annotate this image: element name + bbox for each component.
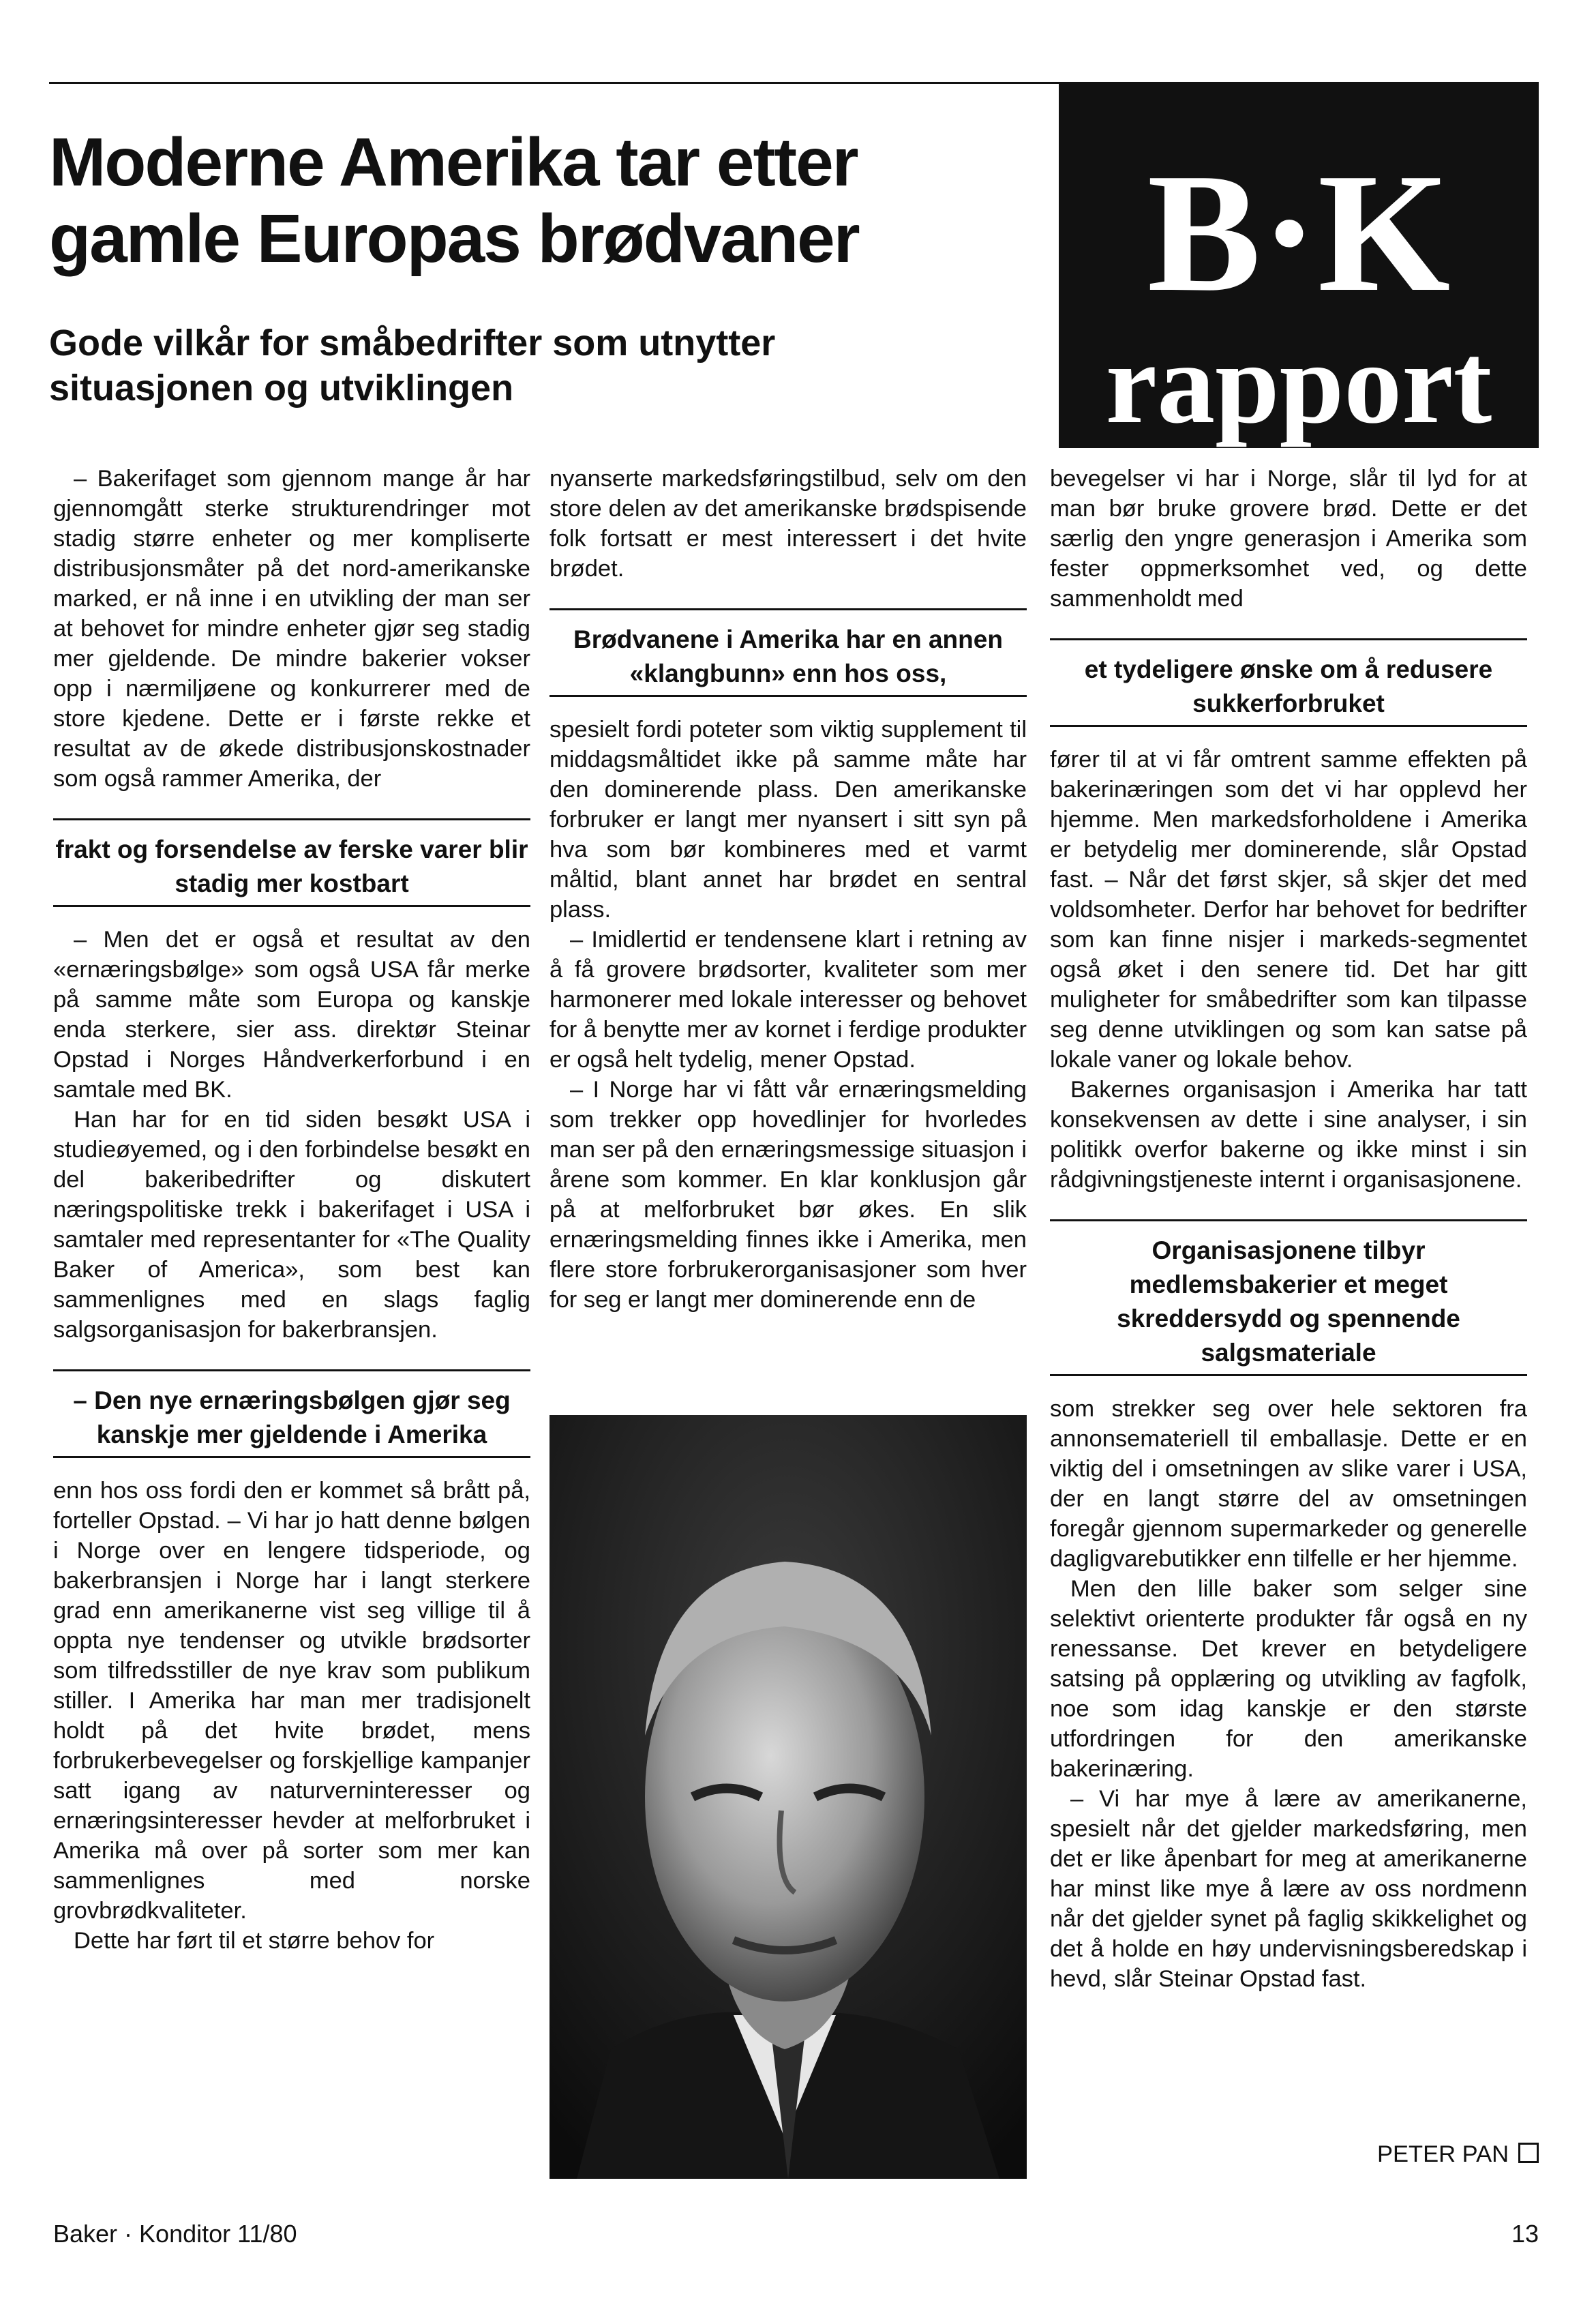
heading-text: – Den nye ernæringsbølgen gjør seg kanskje mer gjeldende i Amerika: [73, 1386, 511, 1448]
paragraph: – I Norge har vi fått vår ernæringsmelding som trekker opp hovedlinjer for hvorledes man ser på den ernæringsmessige situasjon i årene som kommer. En klar konklusjon går på at melforbruket bør økes. En slik ernæringsmelding finnes ikke i Amerika, men flere store forbrukerorganisasjoner som hver for seg er langt mer dominerende enn de: [549, 1077, 1027, 1313]
end-mark-icon: [1518, 2143, 1539, 2163]
heading-rule: [1050, 725, 1527, 727]
footer-publication: Baker · Konditor 11/80: [53, 2220, 297, 2248]
portrait-photo: [549, 1415, 1027, 2179]
section-heading: [1050, 638, 1527, 727]
heading-rule: [1050, 1374, 1527, 1376]
heading-rule: [1050, 1219, 1527, 1221]
paragraph: nyanserte markedsføringstilbud, selv om den store delen av det amerikanske brødspisende folk fortsatt er mest interessert i det hvite brødet.: [549, 466, 1027, 582]
logo-bk: B·K: [1147, 138, 1451, 327]
heading-text: frakt og forsendelse av ferske varer blir stadig mer kostbart: [55, 835, 528, 897]
article-column-3: [1050, 464, 1527, 1994]
paragraph: enn hos oss fordi den er kommet så brått på, forteller Opstad. – Vi har jo hatt denne bølgen i Norge over en lengere tidsperiode, og bakerbransjen i Norge har i langt sterkere grad enn amerikanerne vist seg villige til å oppta nye tendenser og utvikle brødsorter som tilfredsstiller de nye krav som publikum stiller. I Amerika har man mer tradisjonelt holdt på det hvite brødet, mens forbrukerbevegelser og forskjellige kampanjer satt igang av naturverninteresser og ernæringsinteresser hevder at melforbruket i Amerika må over på sorter som mer kan sammenlignes med norske grovbrødkvaliteter.: [53, 1478, 530, 1924]
paragraph: som strekker seg over hele sektoren fra annonsemateriell til emballasje. Dette er en viktig del i omsetningen av slike varer i USA, der en langt større del av omsetningen foregår gjennom supermarkeder og generelle dagligvarebutikker enn tilfelle er her hjemme.: [1050, 1396, 1527, 1572]
heading-text: et tydeligere ønske om å redusere sukkerforbruket: [1084, 655, 1493, 717]
heading-rule: [53, 1369, 530, 1371]
paragraph: – Vi har mye å lære av amerikanerne, spesielt når det gjelder markedsføring, men det er like åpenbart for meg at amerikanerne har minst like mye å lære av oss nordmenn når det gjelder synet på faglig skikkelighet og det å holde en høy undervisningsberedskap i hevd, slår Steinar Opstad fast.: [1050, 1786, 1527, 1992]
paragraph: bevegelser vi har i Norge, slår til lyd for at man bør bruke grovere brød. Dette er det særlig den yngre generasjon i Amerika som fester oppmerksomhet ved, og dette sammenholdt med: [1050, 466, 1527, 612]
paragraph: – Men det er også et resultat av den «ernæringsbølge» som også USA får merke på samme måte som Europa og kanskje enda sterkere, sier ass. direktør Steinar Opstad i Norges Håndverkerforbund i en samtale med BK.: [53, 927, 530, 1103]
paragraph: spesielt fordi poteter som viktig supplement til middagsmåltidet ikke på samme måte har den dominerende plass. Den amerikanske forbruker er langt mer nyansert i sitt syn på hva som bør kombineres med et varmt måltid, blant annet har brødet en sentral plass.: [549, 717, 1027, 923]
heading-rule: [549, 695, 1027, 697]
page-number: 13: [1511, 2220, 1539, 2248]
heading-text: Brødvanene i Amerika har en annen «klangbunn» enn hos oss,: [573, 625, 1003, 687]
paragraph: – Imidlertid er tendensene klart i retning av å få grovere brødsorter, kvaliteter som mer harmonerer med lokale interesser og behovet for å benytte mer av kornet i ferdige produkter er også helt tydelig, mener Opstad.: [549, 927, 1027, 1073]
portrait-photo-svg: [549, 1415, 1027, 2179]
title-line-1: Moderne Amerika tar etter: [49, 124, 858, 200]
section-heading: [53, 818, 530, 907]
subtitle-line-1: Gode vilkår for småbedrifter som utnytter: [49, 323, 776, 363]
paragraph: Han har for en tid siden besøkt USA i studieøyemed, og i den forbindelse besøkt en del bakeribedrifter og diskutert næringspolitiske trekk i bakerifaget i USA i samtaler med representanter for «The Quality Baker of America», som best kan sammenlignes med en slags faglig salgsorganisasjon for bakerbransjen.: [53, 1107, 530, 1343]
author-name: PETER PAN: [1377, 2141, 1509, 2167]
heading-text: Organisasjonene tilbyr medlemsbakerier et meget skreddersydd og spennende salgsmateriale: [1117, 1236, 1460, 1367]
logo-rapport: rapport: [1105, 319, 1492, 447]
heading-rule: [53, 1456, 530, 1458]
paragraph: fører til at vi får omtrent samme effekten på bakerinæringen som det vi har opplevd her hjemme. Men markedsforholdene i Amerika er betydelig mer dominerende, slår Opstad fast. – Når det først skjer, så skjer det med voldsomheter. Derfor har behovet for bedrifter som kan finne nisjer i markeds-segmentet også øket i den senere tid. Det har gitt muligheter for småbedrifter som kan tilpasse seg denne utviklingen og som kan satse på lokale vaner og lokale behov.: [1050, 747, 1527, 1073]
section-heading: [53, 1369, 530, 1458]
title-line-2: gamle Europas brødvaner: [49, 200, 859, 277]
paragraph: Dette har ført til et større behov for: [74, 1928, 435, 1954]
section-heading: [549, 608, 1027, 697]
section-heading: [1050, 1219, 1527, 1376]
heading-rule: [53, 818, 530, 820]
subtitle-line-2: situasjonen og utviklingen: [49, 368, 514, 408]
paragraph: Bakernes organisasjon i Amerika har tatt konsekvensen av dette i sine analyser, i sin politikk overfor bakerne og ikke minst i sin rådgivningstjeneste internt i organisasjonene.: [1050, 1077, 1527, 1193]
article-column-2: [549, 464, 1027, 1315]
heading-rule: [53, 905, 530, 907]
heading-rule: [549, 608, 1027, 610]
article-subtitle: [49, 321, 901, 411]
paragraph: – Bakerifaget som gjennom mange år har gjennomgått sterke strukturendringer mot stadig større enheter og mer kompliserte distribusjonsmåter på det nord-amerikanske marked, er nå inne i en utvikling der man ser at behovet for mindre enheter gjør seg stadig mer gjeldende. De mindre bakerier vokser opp i nærmiljøene og konkurrerer med de store kjedene. Dette er i første rekke et resultat av de økede distribusjonskostnader som også rammer Amerika, der: [53, 466, 530, 792]
bk-rapport-logo: [1059, 83, 1539, 448]
paragraph: Men den lille baker som selger sine selektivt orienterte produkter får også en ny renessanse. Det krever en betydeligere satsing på opplæring og utvikling av fagfolk, noe som idag kanskje er den største utfordringen for den amerikanske bakerinæring.: [1050, 1576, 1527, 1782]
author-signature: [1377, 2141, 1539, 2168]
heading-rule: [1050, 638, 1527, 640]
article-title: [49, 124, 1038, 277]
article-column-1: [53, 464, 530, 1956]
